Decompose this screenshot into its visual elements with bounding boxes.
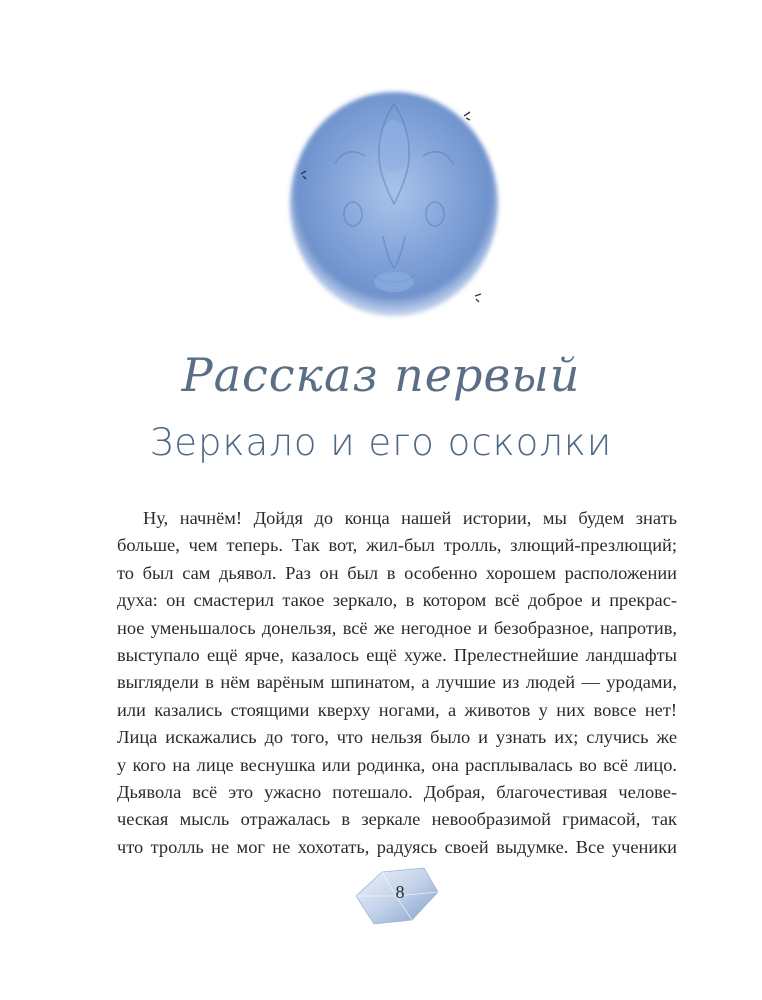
body-line: у кого на лице веснушка или родинка, она расплывалась во всё лицо.	[117, 754, 677, 775]
body-line: Дьявола всё это ужасно потешало. Добрая, благочестивая челове-	[117, 781, 677, 802]
body-line: Ну, начнём! Дойдя до конца нашей истории, мы будем знать	[143, 508, 677, 528]
body-line: то был сам дьявол. Раз он был в особенно хорошем расположении	[117, 562, 677, 583]
body-line: или казались стоящими кверху ногами, а животов у них вовсе нет!	[117, 699, 677, 720]
body-line: духа: он смастерил такое зеркало, в котором всё доброе и прекрас-	[117, 590, 677, 611]
body-line: больше, чем теперь. Так вот, жил-был тролль, злющий-презлющий;	[117, 535, 677, 556]
body-line: ное уменьшалось донельзя, всё же негодное и безобразное, напротив,	[117, 617, 677, 638]
mirror-illustration	[283, 86, 505, 322]
page-number: 8	[395, 882, 405, 902]
body-line: что тролль не мог не хохотать, радуясь своей выдумке. Все ученики	[117, 836, 677, 857]
body-line: выступало ещё ярче, казалось ещё хуже. Прелестнейшие ландшафты	[117, 644, 677, 665]
body-line: ческая мысль отражалась в зеркале невообразимой гримасой, так	[117, 809, 677, 830]
body-line: Лица искажались до того, что нельзя было и узнать их; случись же	[117, 727, 677, 748]
chapter-body-text	[117, 505, 677, 861]
body-line: выглядели в нём варёным шпинатом, а лучшие из людей — уродами,	[117, 672, 677, 693]
chapter-title: Зеркало и его осколки	[149, 421, 613, 464]
chapter-label: Рассказ первый	[181, 348, 581, 402]
